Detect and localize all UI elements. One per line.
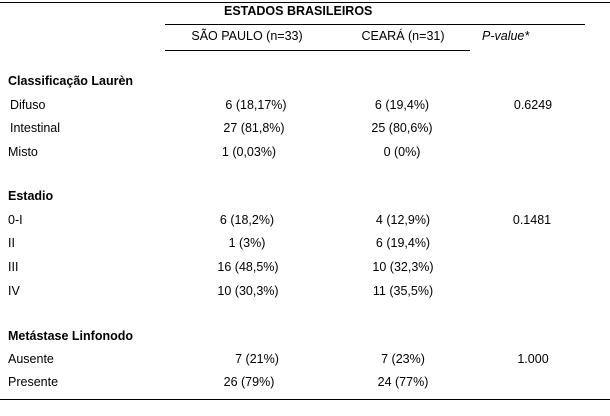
- row-label: II: [8, 236, 15, 250]
- group-header: ESTADOS BRASILEIROS: [224, 4, 373, 18]
- cell-sao-paulo: 10 (30,3%): [217, 284, 279, 298]
- cell-p-value: 0.6249: [513, 98, 553, 112]
- row-label: Difuso: [10, 98, 46, 112]
- cell-ceara: 10 (32,3%): [372, 260, 434, 274]
- row-label: Ausente: [8, 352, 54, 366]
- column-header-p-value: P-value*: [482, 29, 530, 43]
- section-title: Estadio: [8, 189, 54, 203]
- cell-sao-paulo: 6 (18,2%): [219, 213, 275, 227]
- cell-sao-paulo: 1 (0,03%): [221, 145, 277, 159]
- bottom-rule: [0, 399, 610, 400]
- cell-ceara: 6 (19,4%): [375, 236, 431, 250]
- row-label: Intestinal: [10, 121, 61, 135]
- cell-ceara: 4 (12,9%): [375, 213, 431, 227]
- cell-sao-paulo: 27 (81,8%): [223, 121, 285, 135]
- row-label: Presente: [8, 375, 59, 389]
- cell-ceara: 11 (35,5%): [372, 284, 434, 298]
- cell-sao-paulo: 16 (48,5%): [217, 260, 279, 274]
- section-title: Metástase Linfonodo: [8, 329, 134, 343]
- cell-ceara: 7 (23%): [381, 352, 425, 366]
- column-header-rule: [165, 50, 470, 51]
- cell-ceara: 25 (80,6%): [371, 121, 433, 135]
- cell-p-value: 0.1481: [512, 213, 552, 227]
- cell-ceara: 6 (19,4%): [374, 98, 430, 112]
- row-label: 0-I: [8, 213, 23, 227]
- top-rule: [0, 2, 610, 3]
- group-header-rule: [165, 24, 585, 25]
- row-label: III: [8, 260, 19, 274]
- row-label: IV: [8, 284, 20, 298]
- cell-ceara: 0 (0%): [383, 145, 421, 159]
- column-header-sao-paulo: SÃO PAULO (n=33): [191, 29, 303, 43]
- row-label: Misto: [8, 145, 38, 159]
- cell-ceara: 24 (77%): [377, 375, 429, 389]
- cell-sao-paulo: 6 (18,17%): [225, 98, 287, 112]
- section-title: Classificação Laurèn: [8, 74, 134, 88]
- cell-sao-paulo: 1 (3%): [228, 236, 266, 250]
- column-header-ceara: CEARÁ (n=31): [361, 29, 445, 43]
- cell-sao-paulo: 26 (79%): [223, 375, 275, 389]
- cell-p-value: 1.000: [517, 352, 549, 366]
- cell-sao-paulo: 7 (21%): [235, 352, 279, 366]
